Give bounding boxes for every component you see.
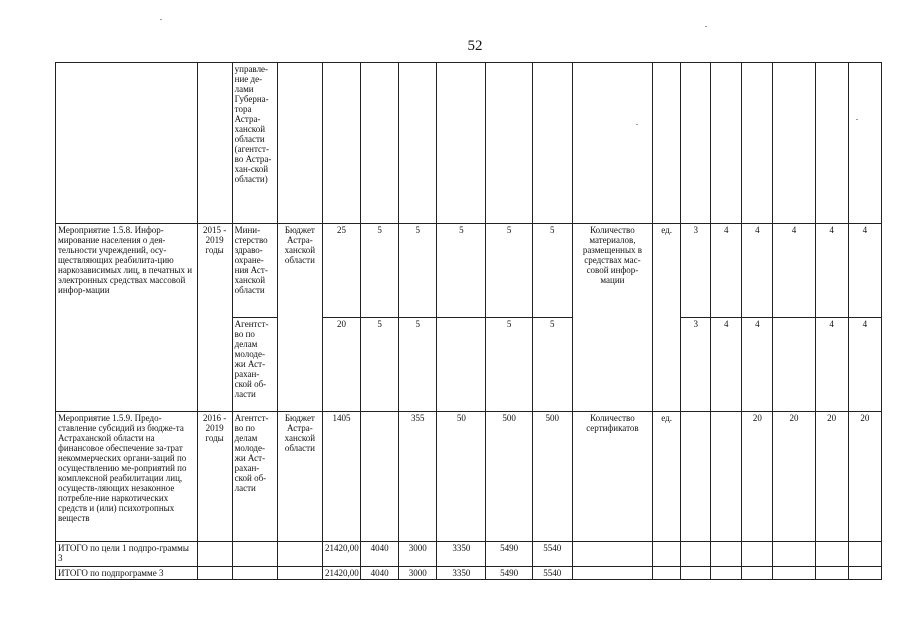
- value-cell: 5: [361, 224, 399, 318]
- target-cell: 4: [773, 224, 815, 318]
- value-cell: 5: [486, 224, 532, 318]
- executor-cell: Мини-стерство здраво-охране-ния Аст-ханской области: [232, 224, 277, 318]
- period-cell: 2016 - 2019 годы: [197, 412, 232, 542]
- executor-cell: Агентст-во по делам молоде-жи Аст-рахан-ской об-ласти: [232, 412, 277, 542]
- table-row-measure-1-5-9: [56, 412, 882, 542]
- value-cell: 500: [532, 412, 572, 542]
- indicator-cell: Количество сертификатов: [572, 412, 652, 542]
- value-cell: 5: [361, 318, 399, 412]
- executor-cell: Агентст-во по делам молоде-жи Аст-рахан-ской об-ласти: [232, 318, 277, 412]
- value-cell: 25: [322, 224, 360, 318]
- period-cell: 2015 - 2019 годы: [197, 224, 232, 412]
- total-value: 21420,00: [322, 567, 360, 580]
- value-cell: 5: [399, 224, 437, 318]
- target-cell: [681, 412, 711, 542]
- value-cell: 500: [486, 412, 532, 542]
- scan-speck: [636, 124, 638, 125]
- target-cell: 20: [742, 412, 773, 542]
- value-cell: 5: [486, 318, 532, 412]
- total-value: 4040: [361, 567, 399, 580]
- total-label: ИТОГО по подпрограмме 3: [56, 567, 198, 580]
- value-cell: [437, 318, 486, 412]
- target-cell: 4: [848, 224, 881, 318]
- target-cell: 3: [681, 318, 711, 412]
- total-value: 21420,00: [322, 542, 360, 567]
- table-row-continuation: [56, 63, 882, 224]
- total-value: 5540: [532, 542, 572, 567]
- unit-cell: ед.: [653, 224, 681, 412]
- measure-name: Мероприятие 1.5.8. Инфор-мирование населения о дея-тельности учреждений, осу-ществляющих реабилита-цию наркозависимых лиц, в печатных и электронных средствах массовой инфор-мации: [56, 224, 198, 412]
- source-cell: Бюджет Астра-ханской области: [277, 412, 322, 542]
- table-row-measure-1-5-8-a: [56, 224, 882, 318]
- target-cell: 20: [773, 412, 815, 542]
- scan-speck: [705, 26, 707, 27]
- indicator-cell: Количество материалов, размещенных в средствах мас-совой инфор-мации: [572, 224, 652, 412]
- value-cell: [361, 412, 399, 542]
- target-cell: 4: [711, 318, 742, 412]
- source-cell: Бюджет Астра-ханской области: [277, 224, 322, 412]
- target-cell: [711, 412, 742, 542]
- target-cell: 4: [848, 318, 881, 412]
- total-value: 3350: [437, 542, 486, 567]
- scan-speck: [856, 119, 858, 120]
- table-row-total-subprogram: [56, 567, 882, 580]
- target-cell: 3: [681, 224, 711, 318]
- executor-cell: управле-ние де-лами Губерна-тора Астра-ханской области (агентст-во Астра-хан-ской области): [232, 63, 277, 224]
- target-cell: 20: [848, 412, 881, 542]
- total-value: 3000: [399, 542, 437, 567]
- target-cell: 4: [742, 224, 773, 318]
- target-cell: 20: [815, 412, 848, 542]
- unit-cell: ед.: [653, 412, 681, 542]
- value-cell: 5: [437, 224, 486, 318]
- total-label: ИТОГО по цели 1 подпро-граммы 3: [56, 542, 198, 567]
- total-value: 3000: [399, 567, 437, 580]
- measure-name: Мероприятие 1.5.9. Предо-ставление субсидий из бюдже-та Астраханской области на финансовое обеспечение за-трат некоммерческих органи-заций по осуществлению ме-роприятий по комплексной реабилитации лиц, осуществ-ляющих незаконное потребле-ние наркотических средств и (или) психотропных веществ: [56, 412, 198, 542]
- total-value: 5540: [532, 567, 572, 580]
- program-table: [55, 62, 882, 580]
- target-cell: 4: [815, 224, 848, 318]
- target-cell: 4: [711, 224, 742, 318]
- value-cell: 5: [399, 318, 437, 412]
- target-cell: [773, 318, 815, 412]
- value-cell: 5: [532, 318, 572, 412]
- value-cell: 355: [399, 412, 437, 542]
- value-cell: 5: [532, 224, 572, 318]
- target-cell: 4: [742, 318, 773, 412]
- value-cell: 1405: [322, 412, 360, 542]
- value-cell: 20: [322, 318, 360, 412]
- total-value: 5490: [486, 567, 532, 580]
- page-number: 52: [467, 38, 483, 54]
- table-row-total-goal: [56, 542, 882, 567]
- total-value: 4040: [361, 542, 399, 567]
- scan-speck: [160, 19, 162, 20]
- target-cell: 4: [815, 318, 848, 412]
- total-value: 5490: [486, 542, 532, 567]
- value-cell: 50: [437, 412, 486, 542]
- total-value: 3350: [437, 567, 486, 580]
